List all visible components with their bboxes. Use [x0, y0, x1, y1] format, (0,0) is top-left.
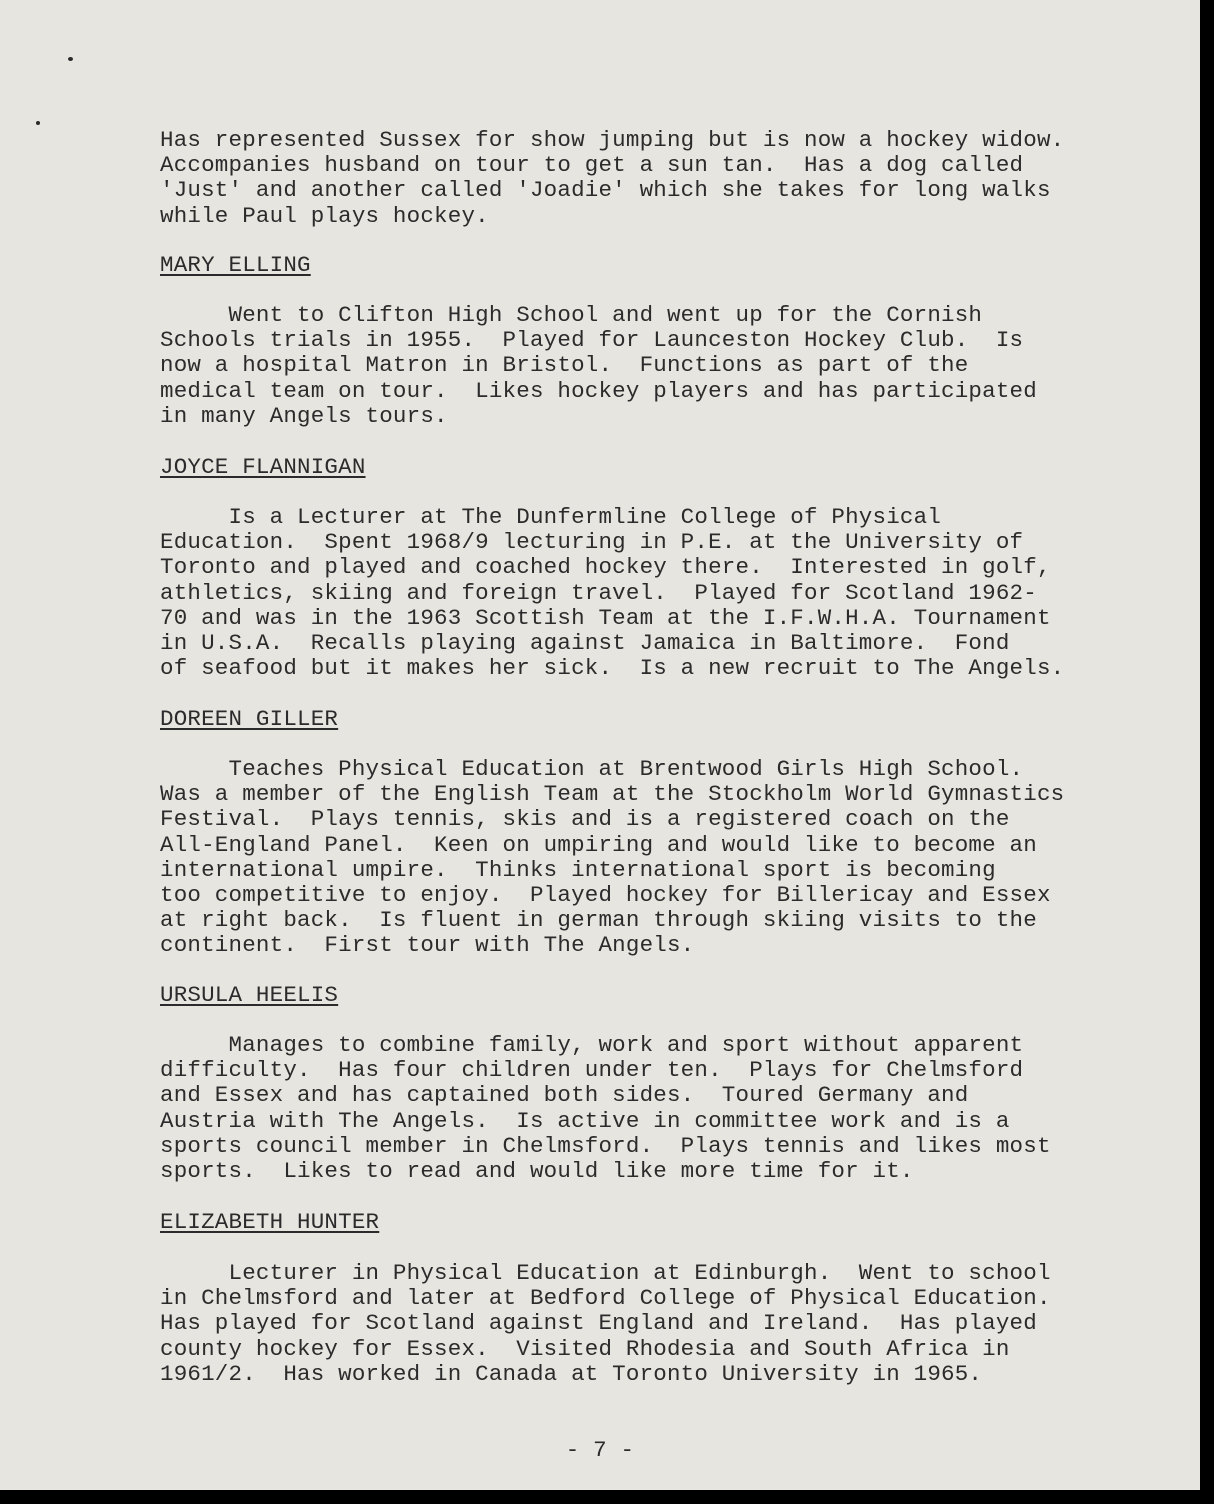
entry-heading: JOYCE FLANNIGAN: [160, 454, 366, 480]
paragraph-line: Schools trials in 1955. Played for Launceston Hockey Club. Is: [160, 327, 1024, 354]
paragraph-line: and Essex and has captained both sides. Toured Germany and: [160, 1082, 969, 1109]
intro-paragraph: [160, 128, 1170, 229]
paragraph-line: county hockey for Essex. Visited Rhodesia and South Africa in: [160, 1335, 1010, 1362]
entry-paragraph: [160, 303, 1170, 429]
paragraph-line: All-England Panel. Keen on umpiring and would like to become an: [160, 831, 1037, 858]
entry-paragraph: [160, 757, 1170, 959]
punch-mark: [68, 57, 73, 61]
paragraph-line: Was a member of the English Team at the Stockholm World Gymnastics: [160, 781, 1065, 808]
paragraph-line: continent. First tour with The Angels.: [160, 932, 695, 959]
entry-paragraph: [160, 1033, 1170, 1184]
paragraph-line: athletics, skiing and foreign travel. Played for Scotland 1962-: [160, 579, 1037, 606]
entry-paragraph: [160, 505, 1170, 681]
paragraph-line: Lecturer in Physical Education at Edinburgh. Went to school: [160, 1260, 1051, 1286]
paragraph-line: too competitive to enjoy. Played hockey for Billericay and Essex: [160, 881, 1051, 908]
entry-heading: ELIZABETH HUNTER: [160, 1209, 380, 1235]
paragraph-line: of seafood but it makes her sick. Is a new recruit to The Angels.: [160, 655, 1065, 682]
paragraph-line: Went to Clifton High School and went up for the Cornish: [160, 302, 983, 328]
page-number: - 7 -: [565, 1437, 635, 1463]
punch-mark: [36, 121, 40, 125]
paragraph-line: difficulty. Has four children under ten. Plays for Chelmsford: [160, 1057, 1024, 1084]
entry-paragraph: [160, 1261, 1170, 1387]
paragraph-line: 'Just' and another called 'Joadie' which she takes for long walks: [160, 177, 1051, 204]
paragraph-line: medical team on tour. Likes hockey players and has participated: [160, 377, 1037, 404]
entry-heading: DOREEN GILLER: [160, 706, 339, 732]
paragraph-line: now a hospital Matron in Bristol. Functions as part of the: [160, 352, 969, 379]
paragraph-line: in many Angels tours.: [160, 402, 448, 429]
paragraph-line: Has played for Scotland against England and Ireland. Has played: [160, 1310, 1037, 1337]
paragraph-line: sports council member in Chelmsford. Plays tennis and likes most: [160, 1132, 1051, 1159]
entry-heading: URSULA HEELIS: [160, 982, 339, 1008]
paragraph-line: international umpire. Thinks international sport is becoming: [160, 856, 996, 883]
paragraph-line: Toronto and played and coached hockey there. Interested in golf,: [160, 554, 1051, 581]
paragraph-line: Festival. Plays tennis, skis and is a registered coach on the: [160, 806, 1010, 833]
paragraph-line: Accompanies husband on tour to get a sun tan. Has a dog called: [160, 152, 1024, 179]
paragraph-line: at right back. Is fluent in german through skiing visits to the: [160, 907, 1037, 934]
paragraph-line: Education. Spent 1968/9 lecturing in P.E. at the University of: [160, 529, 1024, 556]
paragraph-line: Manages to combine family, work and sport without apparent: [160, 1032, 1024, 1058]
entry-heading: MARY ELLING: [160, 252, 311, 278]
paragraph-line: in U.S.A. Recalls playing against Jamaica in Baltimore. Fond: [160, 629, 1010, 656]
paragraph-line: in Chelmsford and later at Bedford College of Physical Education.: [160, 1285, 1051, 1312]
paragraph-line: Is a Lecturer at The Dunfermline College of Physical: [160, 504, 942, 530]
paragraph-line: 70 and was in the 1963 Scottish Team at the I.F.W.H.A. Tournament: [160, 604, 1051, 631]
paragraph-line: while Paul plays hockey.: [160, 202, 489, 229]
paragraph-line: sports. Likes to read and would like more time for it.: [160, 1157, 914, 1184]
paragraph-line: Teaches Physical Education at Brentwood Girls High School.: [160, 756, 1024, 782]
paragraph-line: Has represented Sussex for show jumping but is now a hockey widow.: [160, 127, 1065, 153]
paragraph-line: Austria with The Angels. Is active in committee work and is a: [160, 1107, 1010, 1134]
paragraph-line: 1961/2. Has worked in Canada at Toronto University in 1965.: [160, 1360, 983, 1387]
